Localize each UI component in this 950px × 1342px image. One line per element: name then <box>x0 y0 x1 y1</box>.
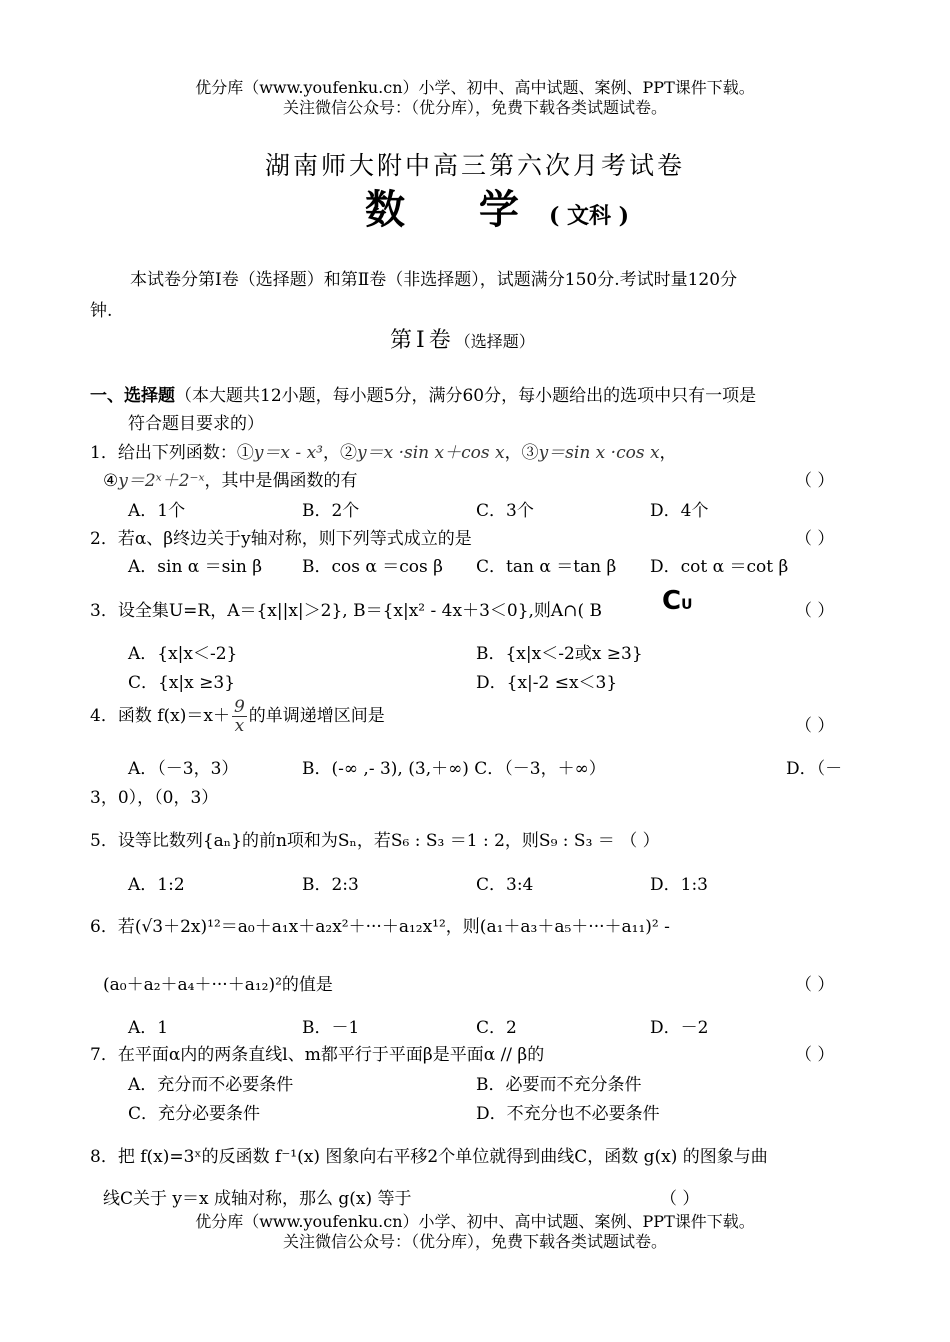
q3-answer-paren: （ ） <box>795 601 835 621</box>
q1-line-1 <box>90 438 677 463</box>
q7-option-c: C．充分必要条件 <box>128 1104 261 1124</box>
q4-fraction <box>232 698 247 735</box>
q3-line <box>90 596 602 621</box>
q7-option-d: D．不充分也不必要条件 <box>476 1104 660 1124</box>
q2-number: 2． <box>90 529 118 549</box>
footer-line-2: 关注微信公众号：（优分库），免费下载各类试题试卷。 <box>282 1232 667 1251</box>
q5-text: 设等比数列{aₙ}的前n项和为Sₙ，若S₆ : S₃ ＝1 : 2，则S₉ : S₃ ＝ （ ） <box>117 831 660 851</box>
q3-option-b: B．{x|x＜-2或x ≥3} <box>476 644 643 664</box>
q4-number: 4． <box>90 706 118 726</box>
q5-option-d: D．1:3 <box>650 875 708 895</box>
section-desc-1: （本大题共12小题，每小题5分，满分60分，每小题给出的选项中只有一项是 <box>175 386 757 406</box>
q1-text-a: 给出下列函数：① <box>117 443 254 463</box>
q1-answer-paren: （ ） <box>795 471 835 491</box>
q4-option-b-c: B．(-∞ ,- 3), (3,＋∞) C．（－3，＋∞） <box>302 759 606 779</box>
q6-option-a: A．1 <box>128 1018 169 1038</box>
header-line-2: 关注微信公众号：（优分库），免费下载各类试题试卷。 <box>282 98 667 117</box>
q4-answer-paren: （ ） <box>795 716 835 736</box>
q6-text-2: (a₀＋a₂＋a₄＋···＋a₁₂)²的值是 <box>103 975 333 995</box>
q1-formula-2: y＝x ·sin x＋cos x <box>356 443 505 463</box>
q3-option-a: A．{x|x＜-2} <box>128 644 238 664</box>
part-title-note: （选择题） <box>454 332 535 351</box>
q2-option-a: A．sin α ＝sin β <box>128 557 263 577</box>
q4-fraction-numerator: 9 <box>233 697 245 717</box>
q4-option-a: A．（－3，3） <box>128 759 239 779</box>
subject-note: ( 文科 ) <box>548 203 630 229</box>
q1-option-b: B．2个 <box>302 501 360 521</box>
section-label: 一、选择题 <box>90 386 175 406</box>
q5-option-c: C．3:4 <box>476 875 534 895</box>
q6-number: 6． <box>90 917 118 937</box>
q8-line-1 <box>90 1142 768 1167</box>
q6-line-1 <box>90 912 670 937</box>
q1-formula-1: y＝x - x³ <box>253 443 323 463</box>
q6-text-1: 若(√3＋2x)¹²＝a₀＋a₁x＋a₂x²＋···＋a₁₂x¹²，则(a₁＋a₃＋a₅＋···＋a₁₁)² - <box>117 917 670 937</box>
q1-option-c: C．3个 <box>476 501 534 521</box>
q1-line2-a: ④ <box>103 471 119 491</box>
q4-fraction-denominator: x <box>234 716 245 736</box>
part-title-main: 第Ⅰ卷 <box>390 328 455 353</box>
q2-option-d: D．cot α ＝cot β <box>650 557 789 577</box>
q6-option-b: B．－1 <box>302 1018 360 1038</box>
q7-option-b: B．必要而不充分条件 <box>476 1075 642 1095</box>
q6-option-d: D．－2 <box>650 1018 709 1038</box>
q3-number: 3． <box>90 601 118 621</box>
section-desc-2: 符合题目要求的） <box>128 414 264 434</box>
q7-line <box>90 1040 544 1065</box>
q8-answer-paren: （ ） <box>660 1189 700 1209</box>
intro-line-1: 本试卷分第Ⅰ卷（选择题）和第Ⅱ卷（非选择题），试题满分150分.考试时量120分 <box>130 270 738 290</box>
q3-text: 设全集U=R，A＝{x||x|＞2}, B＝{x|x² - 4x＋3＜0},则A∩( B <box>117 601 602 621</box>
q1-number: 1． <box>90 443 118 463</box>
q4-text-b: 的单调递增区间是 <box>248 706 385 726</box>
section-heading <box>90 381 756 406</box>
q7-number: 7． <box>90 1045 118 1065</box>
subject-title <box>365 178 629 235</box>
q2-text: 若α、β终边关于y轴对称，则下列等式成立的是 <box>117 529 472 549</box>
complement-symbol <box>662 586 692 616</box>
q1-option-d: D．4个 <box>650 501 709 521</box>
q8-text-1: 把 f(x)=3ˣ的反函数 f⁻¹(x) 图象向右平移2个单位就得到曲线C，函数 g(x) 的图象与曲 <box>117 1147 768 1167</box>
q1-text-c: ，③ <box>504 443 539 463</box>
q3-option-d: D．{x|-2 ≤x＜3} <box>476 673 618 693</box>
footer-line-1: 优分库（www.youfenku.cn）小学、初中、高中试题、案例、PPT课件下载。 <box>195 1212 755 1231</box>
q1-text-b: ，② <box>322 443 357 463</box>
complement-subscript: U <box>681 597 693 613</box>
q7-answer-paren: （ ） <box>795 1045 835 1065</box>
q5-number: 5． <box>90 831 118 851</box>
q2-option-b: B．cos α ＝cos β <box>302 557 443 577</box>
q1-formula-3: y＝sin x ·cos x <box>538 443 660 463</box>
q4-text-a: 函数 f(x)＝x＋ <box>117 706 230 726</box>
q7-option-a: A．充分而不必要条件 <box>128 1075 294 1095</box>
intro-line-2: 钟. <box>90 301 113 321</box>
q5-option-b: B．2:3 <box>302 875 359 895</box>
q4-option-d-cont: 3，0），（0，3） <box>90 788 219 808</box>
header-line-1: 优分库（www.youfenku.cn）小学、初中、高中试题、案例、PPT课件下载。 <box>195 78 755 97</box>
q2-line <box>90 524 472 549</box>
q1-option-a: A．1个 <box>128 501 186 521</box>
subject-name: 数 学 <box>365 186 549 233</box>
q1-formula-4: y＝2ˣ＋2⁻ˣ <box>118 471 205 491</box>
q1-text-d: ， <box>659 443 677 463</box>
q6-answer-paren: （ ） <box>795 975 835 995</box>
q2-answer-paren: （ ） <box>795 529 835 549</box>
complement-glyph: C <box>662 586 682 616</box>
q7-text: 在平面α内的两条直线l、m都平行于平面β是平面α // β的 <box>117 1045 545 1065</box>
q6-option-c: C．2 <box>476 1018 517 1038</box>
q5-line <box>90 826 660 851</box>
part-title <box>390 323 535 354</box>
q4-line <box>90 698 385 735</box>
q3-option-c: C．{x|x ≥3} <box>128 673 236 693</box>
q8-text-2: 线C关于 y＝x 成轴对称，那么 g(x) 等于 <box>103 1189 412 1209</box>
q1-line2-b: ，其中是偶函数的有 <box>204 471 358 491</box>
q8-number: 8． <box>90 1147 118 1167</box>
q4-option-d: D．（－ <box>786 759 843 779</box>
q5-option-a: A．1:2 <box>128 875 185 895</box>
q2-option-c: C．tan α ＝tan β <box>476 557 617 577</box>
exam-title: 湖南师大附中高三第六次月考试卷 <box>264 151 685 180</box>
q1-line-2 <box>103 466 358 491</box>
